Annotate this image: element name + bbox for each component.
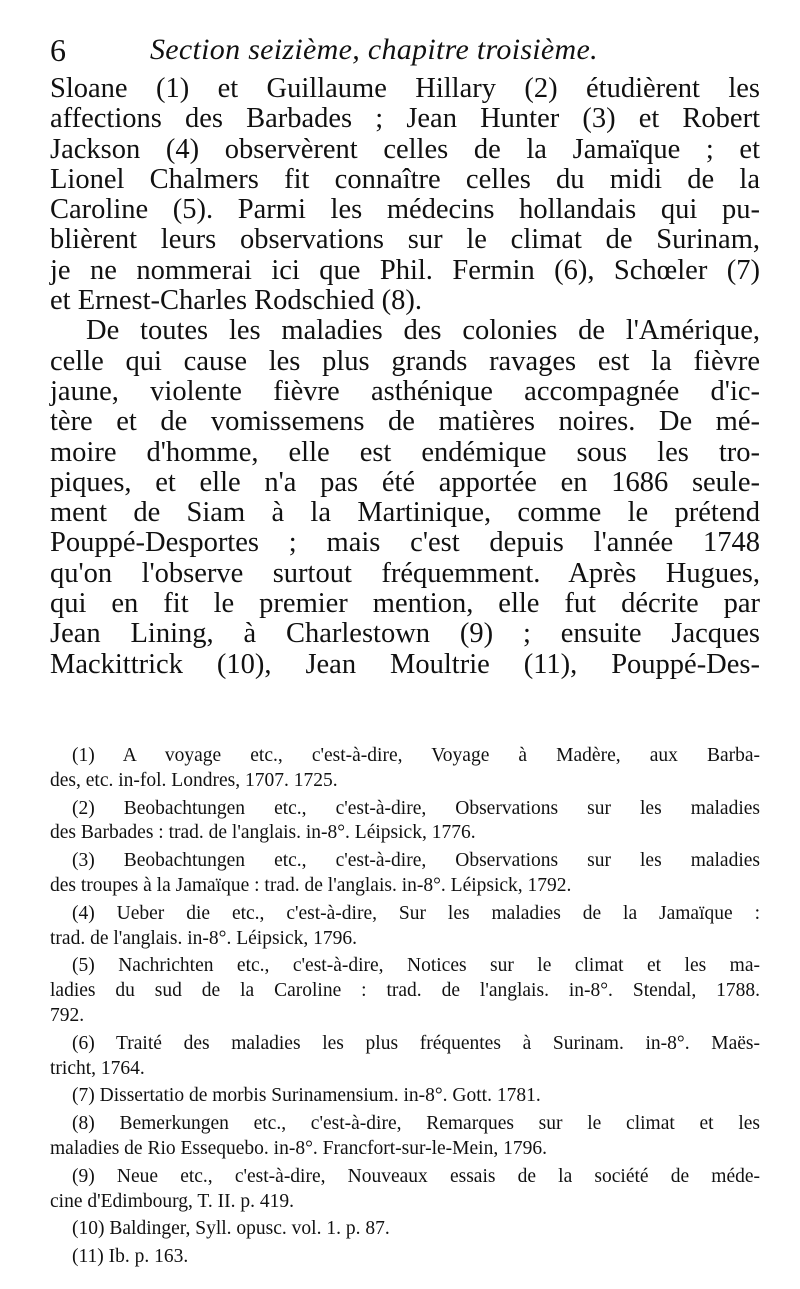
body-line: qu'on l'observe surtout fréquemment. Après Hugues, [50,557,760,589]
footnote-line: maladies de Rio Essequebo. in-8°. Francfort-sur-le-Mein, 1796. [50,1137,547,1159]
footnote-line: (8) Bemerkungen etc., c'est-à-dire, Remarques sur le climat et les [72,1113,760,1135]
body-line: Pouppé-Desportes ; mais c'est depuis l'année 1748 [50,527,760,559]
footnote [50,1112,760,1162]
footnote-line: des troupes à la Jamaïque : trad. de l'anglais. in-8°. Léipsick, 1792. [50,874,572,896]
body-line: Sloane (1) et Guillaume Hillary (2) étudièrent les [50,73,760,104]
body-text [50,74,760,680]
body-line: Jean Lining, à Charlestown (9) ; ensuite Jacques [50,618,760,650]
footnote-line: (6) Traité des maladies les plus fréquentes à Surinam. in-8°. Maës- [72,1032,760,1054]
footnote [50,849,760,899]
footnote [50,1217,760,1242]
body-line: Lionel Chalmers fit connaître celles du midi de la [50,163,760,195]
body-line: Mackittrick (10), Jean Moultrie (11), Pouppé-Des- [50,648,760,680]
footnote-line: cine d'Edimbourg, T. II. p. 419. [50,1190,294,1212]
page-header [50,30,750,70]
body-line: moire d'homme, elle est endémique sous les tro- [50,436,760,468]
footnote-line: des, etc. in-fol. Londres, 1707. 1725. [50,769,338,791]
body-line: je ne nommerai ici que Phil. Fermin (6), Schœler (7) [50,254,760,286]
footnote-line: (1) A voyage etc., c'est-à-dire, Voyage à Madère, aux Barba- [72,745,760,766]
body-line: jaune, violente fièvre asthénique accompagnée d'ic- [50,375,760,407]
footnote-line: (3) Beobachtungen etc., c'est-à-dire, Observations sur les maladies [72,850,760,872]
footnote [50,902,760,952]
footnote-line: (7) Dissertatio de morbis Surinamensium. in-8°. Gott. 1781. [72,1085,541,1107]
footnote-line: (10) Baldinger, Syll. opusc. vol. 1. p. 87. [72,1218,390,1240]
body-line: De toutes les maladies des colonies de l'Amérique, [86,315,760,347]
footnote-line: 792. [50,1004,85,1026]
footnotes [50,744,760,1273]
footnote [50,1165,760,1215]
footnote [50,797,760,847]
body-line: Caroline (5). Parmi les médecins hollandais qui pu- [50,194,760,226]
body-line: blièrent leurs observations sur le climat de Surinam, [50,224,760,256]
footnote [50,1032,760,1082]
footnote-line: (11) Ib. p. 163. [72,1246,189,1268]
footnote [50,954,760,1028]
footnote-line: tricht, 1764. [50,1057,145,1079]
body-line: affections des Barbades ; Jean Hunter (3) et Robert [50,103,760,135]
footnote-line: (4) Ueber die etc., c'est-à-dire, Sur les maladies de la Jamaïque : [72,902,760,924]
footnote-line: ladies du sud de la Caroline : trad. de l'anglais. in-8°. Stendal, 1788. [50,980,760,1002]
footnote-line: des Barbades : trad. de l'anglais. in-8°. Léipsick, 1776. [50,822,476,844]
footnote [50,1245,760,1270]
page-number: 6 [50,32,66,68]
footnote-line: trad. de l'anglais. in-8°. Léipsick, 1796. [50,927,357,949]
footnote-line: (9) Neue etc., c'est-à-dire, Nouveaux essais de la société de méde- [72,1165,760,1187]
body-line: celle qui cause les plus grands ravages est la fièvre [50,345,760,377]
body-line: Jackson (4) observèrent celles de la Jamaïque ; et [50,133,760,165]
footnote [50,1084,760,1109]
body-line: qui en fit le premier mention, elle fut décrite par [50,588,760,620]
body-line: piques, et elle n'a pas été apportée en 1686 seule- [50,466,760,498]
body-line: tère et de vomissemens de matières noires. De mé- [50,406,760,438]
running-head: Section seizième, chapitre troisième. [150,33,598,66]
footnote-line: (2) Beobachtungen etc., c'est-à-dire, Observations sur les maladies [72,797,760,819]
footnote-line: (5) Nachrichten etc., c'est-à-dire, Notices sur le climat et les ma- [72,955,760,977]
body-line: et Ernest-Charles Rodschied (8). [50,285,422,317]
footnote [50,744,760,794]
body-line: ment de Siam à la Martinique, comme le prétend [50,497,760,529]
